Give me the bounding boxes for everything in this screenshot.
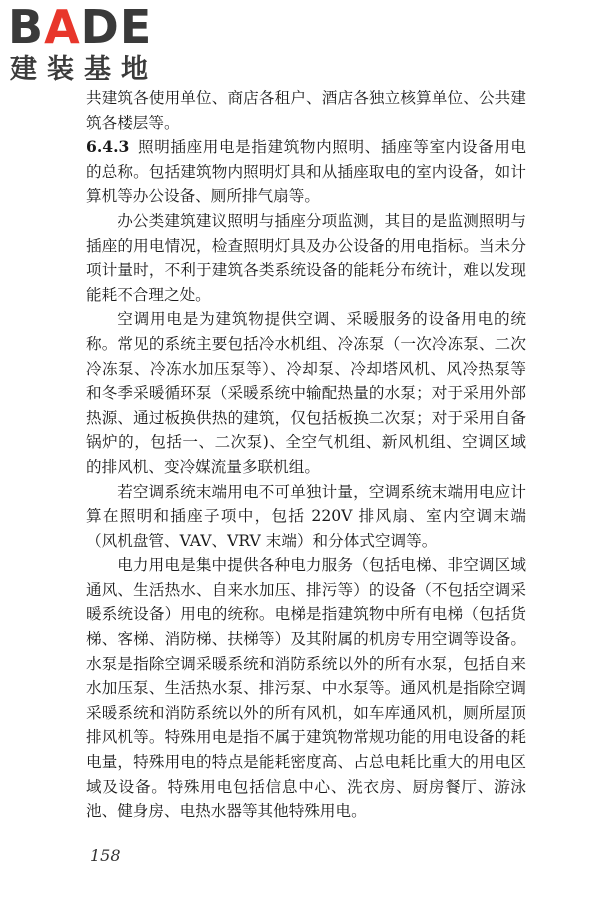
page-body xyxy=(86,86,526,824)
clause-number: 6.4.3 xyxy=(86,137,130,157)
logo-letter-b: B xyxy=(8,0,45,54)
clause-text: 照明插座用电是指建筑物内照明、插座等室内设备用电的总称。包括建筑物内照明灯具和从插座取电的室内设备，如计算机等办公设备、厕所排气扇等。 xyxy=(86,138,526,206)
logo-letter-a-accent: A xyxy=(44,0,81,54)
page-number: 158 xyxy=(90,846,121,865)
paragraph-clause-6-4-3 xyxy=(86,135,526,209)
paragraph-office-monitoring: 办公类建筑建议照明与插座分项监测，其目的是监测照明与插座的用电情况，检查照明灯具及办公设备的用电指标。当未分项计量时，不利于建筑各类系统设备的能耗分布统计，难以发现能耗不合理之处。 xyxy=(86,211,526,304)
paragraph-continuation: 共建筑各使用单位、商店各租户、酒店各独立核算单位、公共建筑各楼层等。 xyxy=(86,89,526,132)
logo-letters-de: DE xyxy=(80,0,153,54)
logo-wordmark xyxy=(8,2,152,52)
logo-subtitle: 建装基地 xyxy=(10,54,158,85)
paragraph-power-usage: 电力用电是集中提供各种电力服务（包括电梯、非空调区域通风、生活热水、自来水加压、排污等）的设备（不包括空调采暖系统设备）用电的统称。电梯是指建筑物中所有电梯（包括货梯、客梯、消防梯、扶梯等）及其附属的机房专用空调等设备。水泵是指除空调采暖系统和消防系统以外的所有水泵，包括自来水加压泵、生活热水泵、排污泵、中水泵等。通风机是指除空调采暖系统和消防系统以外的所有风机，如车库通风机，厕所屋顶排风机等。特殊用电是指不属于建筑物常规功能的用电设备的耗电量，特殊用电的特点是能耗密度高、占总电耗比重大的用电区域及设备。特殊用电包括信息中心、洗衣房、厨房餐厅、游泳池、健身房、电热水器等其他特殊用电。 xyxy=(86,556,526,821)
paragraph-hvac-terminal: 若空调系统末端用电不可单独计量，空调系统末端用电应计算在照明和插座子项中，包括 220V 排风扇、室内空调末端（风机盘管、VAV、VRV 末端）和分体式空调等。 xyxy=(86,482,526,550)
paragraph-hvac-power: 空调用电是为建筑物提供空调、采暖服务的设备用电的统称。常见的系统主要包括冷水机组、冷冻泵（一次冷冻泵、二次冷冻泵、冷冻水加压泵等）、冷却泵、冷却塔风机、风冷热泵等和冬季采暖循环泵（采暖系统中输配热量的水泵；对于采用外部热源、通过板换供热的建筑，仅包括板换二次泵；对于采用自备锅炉的，包括一、二次泵)、全空气机组、新风机组、空调区域的排风机、变冷媒流量多联机组。 xyxy=(86,310,526,476)
bade-logo xyxy=(8,2,178,94)
